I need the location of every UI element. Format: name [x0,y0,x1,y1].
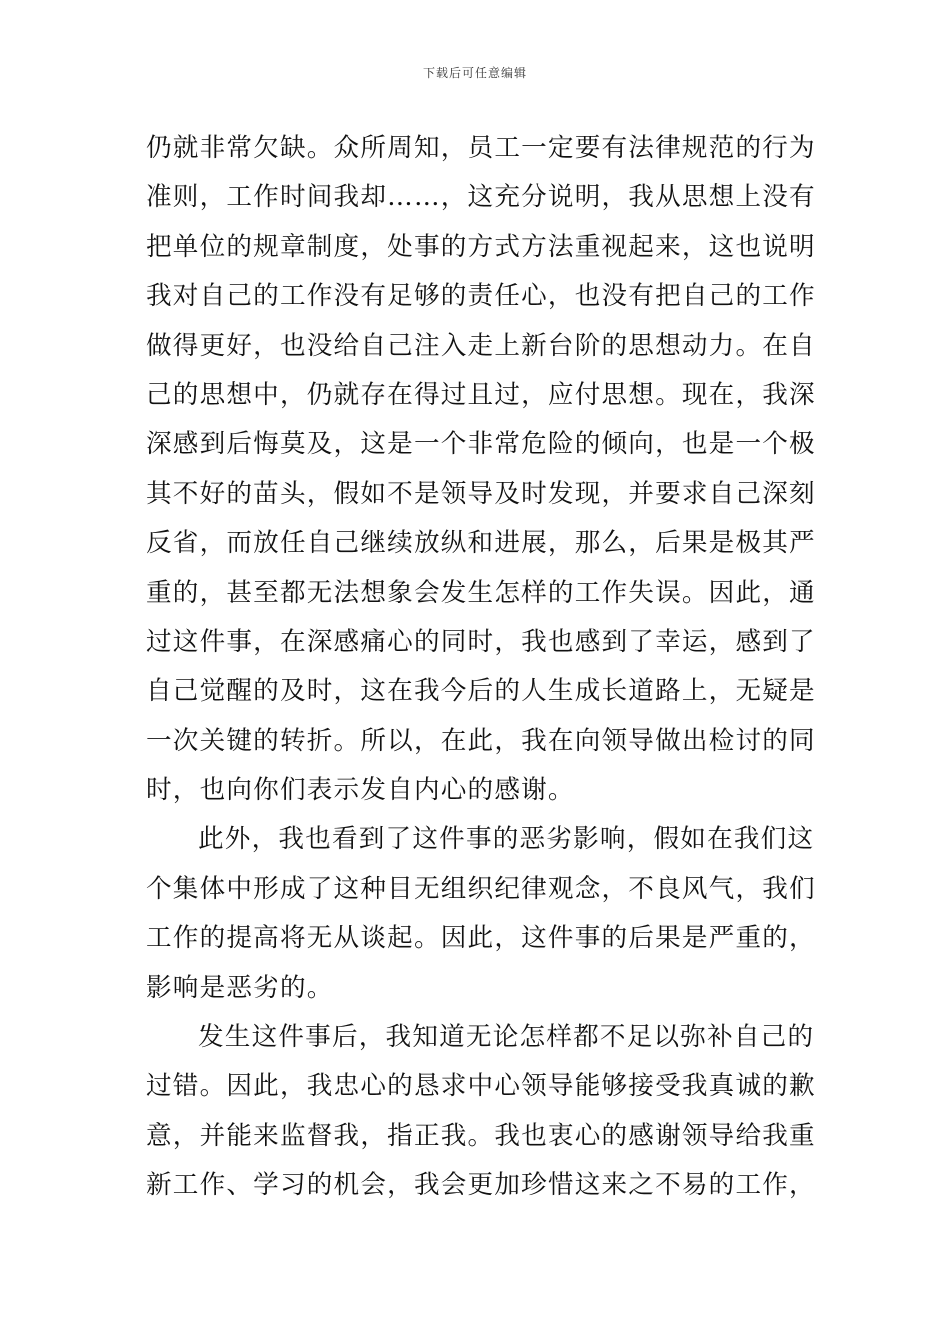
text-line: 我对自己的工作没有足够的责任心，也没有把自己的工作 [146,281,816,312]
text-line: 自己觉醒的及时，这在我今后的人生成长道路上，无疑是 [146,676,816,707]
text-line: 一次关键的转折。所以，在此，我在向领导做出检讨的同 [146,725,816,756]
text-line: 影响是恶劣的。 [146,972,334,1003]
text-line: 其不好的苗头，假如不是领导及时发现，并要求自己深刻 [146,478,816,509]
page-header: 下载后可任意编辑 [422,66,527,80]
text-line: 己的思想中，仍就存在得过且过，应付思想。现在，我深 [146,379,816,410]
text-line: 反省，而放任自己继续放纵和进展，那么，后果是极其严 [146,528,816,559]
text-line: 准则，工作时间我却……，这充分说明，我从思想上没有 [146,182,816,213]
paragraph-3 [146,1013,816,1211]
text-line: 深感到后悔莫及，这是一个非常危险的倾向，也是一个极 [146,429,816,460]
text-line: 仍就非常欠缺。众所周知，员工一定要有法律规范的行为 [146,133,816,163]
paragraph-2 [146,815,816,1013]
text-line: 工作的提高将无从谈起。因此，这件事的后果是严重的， [146,923,816,954]
text-line: 把单位的规章制度，处事的方式方法重视起来，这也说明 [146,231,816,262]
text-line: 做得更好，也没给自己注入走上新台阶的思想动力。在自 [146,330,816,361]
text-line: 新工作、学习的机会，我会更加珍惜这来之不易的工作， [146,1170,816,1201]
text-line: 意，并能来监督我，指正我。我也衷心的感谢领导给我重 [146,1120,816,1151]
text-line: 发生这件事后，我知道无论怎样都不足以弥补自己的 [198,1022,815,1053]
text-line: 重的，甚至都无法想象会发生怎样的工作失误。因此，通 [146,577,816,608]
text-line: 过错。因此，我忠心的恳求中心领导能够接受我真诚的歉 [146,1071,816,1102]
text-line: 过这件事，在深感痛心的同时，我也感到了幸运，感到了 [146,626,816,657]
text-line: 个集体中形成了这种目无组织纪律观念，不良风气，我们 [146,873,816,904]
text-line: 此外，我也看到了这件事的恶劣影响，假如在我们这 [198,824,815,855]
document-body [146,124,816,1211]
paragraph-1 [146,124,816,815]
text-line: 时，也向你们表示发自内心的感谢。 [146,775,575,806]
